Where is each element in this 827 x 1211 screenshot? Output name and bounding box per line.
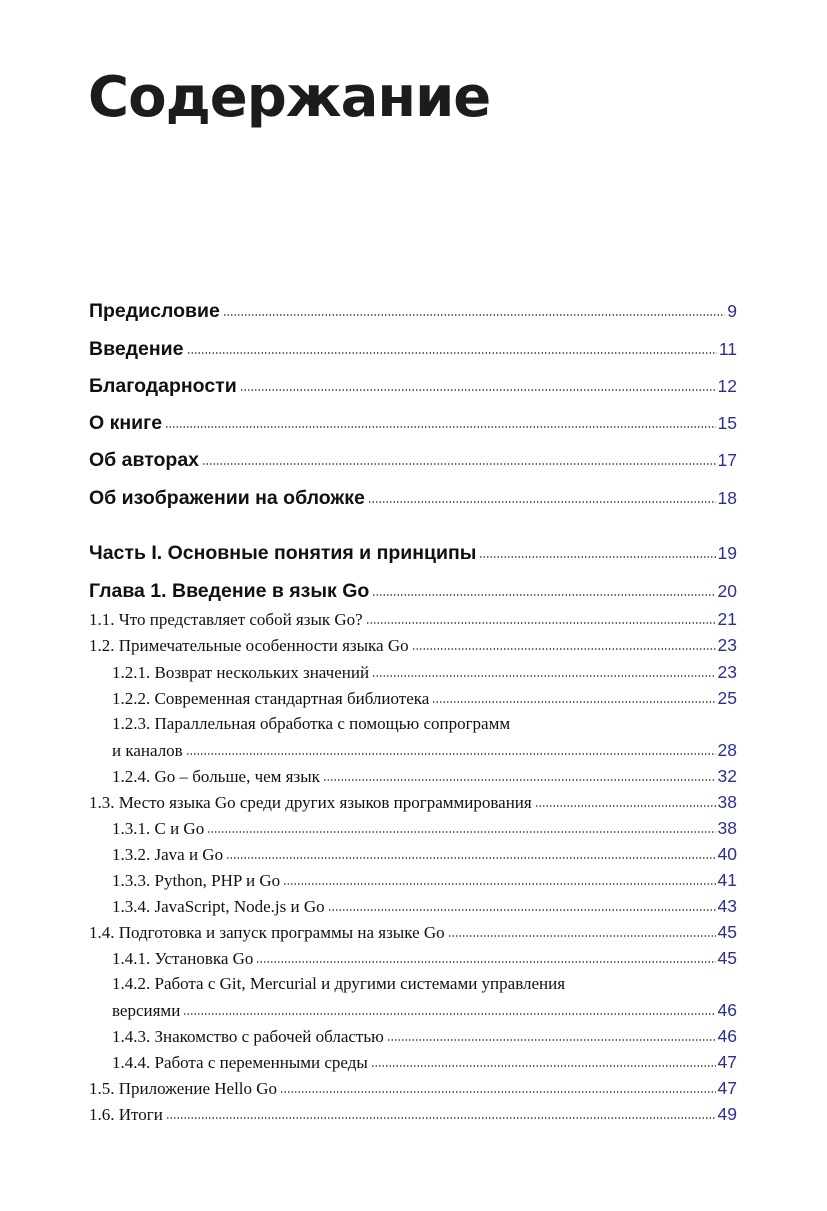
toc-page-number: 32 xyxy=(717,766,737,786)
toc-page-number: 46 xyxy=(717,1000,737,1020)
dot-leader xyxy=(323,778,716,782)
dot-leader xyxy=(223,313,725,317)
toc-page-number: 18 xyxy=(717,488,737,508)
dot-leader xyxy=(368,500,716,504)
toc-page-number: 19 xyxy=(717,543,737,563)
dot-leader xyxy=(207,830,715,834)
dot-leader xyxy=(412,647,716,651)
toc-page-number: 25 xyxy=(717,688,737,708)
toc-entry-title: 1.4.4. Работа с переменными среды xyxy=(112,1053,368,1072)
toc-entry-subsection[interactable] xyxy=(112,948,737,969)
toc-entry-part-1[interactable] xyxy=(89,542,737,565)
toc-entry-title: 1.2. Примечательные особенности языка Go xyxy=(89,636,409,655)
dot-leader xyxy=(432,700,715,704)
dot-leader xyxy=(187,351,717,355)
toc-page-number: 23 xyxy=(717,635,737,655)
toc-entry-subsection[interactable] xyxy=(112,1000,737,1021)
toc-entry-section[interactable] xyxy=(89,922,737,943)
toc-entry-subsection[interactable] xyxy=(112,766,737,787)
toc-entry-about-book[interactable] xyxy=(89,412,737,435)
dot-leader xyxy=(372,674,715,678)
toc-page-number: 38 xyxy=(717,818,737,838)
dot-leader xyxy=(183,1012,715,1016)
toc-entry-title: 1.3.3. Python, PHP и Go xyxy=(112,871,281,890)
toc-entry-acknowledgements[interactable] xyxy=(89,375,737,398)
toc-page-number: 23 xyxy=(717,662,737,682)
toc-page-number: 45 xyxy=(717,922,737,942)
toc-entry-section[interactable] xyxy=(89,1078,737,1099)
toc-entry-title: Об изображении на обложке xyxy=(89,487,365,509)
toc-page-number: 17 xyxy=(717,450,737,470)
dot-leader xyxy=(366,621,716,625)
toc-entry-subsection[interactable] xyxy=(112,818,737,839)
dot-leader xyxy=(448,934,716,938)
toc-entry-title: Введение xyxy=(89,338,184,360)
dot-leader xyxy=(165,425,715,429)
toc-entry-subsection[interactable] xyxy=(112,662,737,683)
toc-page-number: 47 xyxy=(717,1078,737,1098)
toc-page-number: 43 xyxy=(717,896,737,916)
toc-entry-title: и каналов xyxy=(112,741,183,760)
toc-entry-subsection[interactable] xyxy=(112,844,737,865)
toc-entry-title: 1.3.1. C и Go xyxy=(112,819,205,838)
dot-leader xyxy=(256,960,715,964)
toc-page-number: 9 xyxy=(727,301,737,321)
toc-entry-cover-image[interactable] xyxy=(89,487,737,510)
toc-entry-title: 1.2.4. Go – больше, чем язык xyxy=(112,767,320,786)
toc-entry-subsection[interactable] xyxy=(112,688,737,709)
toc-entry-title: Часть I. Основные понятия и принципы xyxy=(89,542,477,564)
toc-entry-title: 1.3.4. JavaScript, Node.js и Go xyxy=(112,897,325,916)
toc-page-number: 47 xyxy=(717,1052,737,1072)
toc-entry-subsection[interactable] xyxy=(112,896,737,917)
toc-entry-title: 1.4.3. Знакомство с рабочей областью xyxy=(112,1027,384,1046)
dot-leader xyxy=(372,593,715,597)
toc-page-number: 20 xyxy=(717,581,737,601)
toc-entry-title: версиями xyxy=(112,1001,181,1020)
toc-page-number: 11 xyxy=(718,339,737,359)
toc-entry-chapter-1[interactable] xyxy=(89,580,737,603)
dot-leader xyxy=(387,1038,716,1042)
toc-entry-subsection[interactable] xyxy=(112,1052,737,1073)
toc-entry-preface[interactable] xyxy=(89,300,737,323)
dot-leader xyxy=(240,388,716,392)
toc-entry-subsection[interactable] xyxy=(112,740,737,761)
toc-entry-section[interactable] xyxy=(89,1104,737,1125)
toc-entry-title: Предисловие xyxy=(89,300,220,322)
toc-page-number: 45 xyxy=(717,948,737,968)
toc-entry-title-line1[interactable]: 1.4.2. Работа с Git, Mercurial и другими системами управления xyxy=(112,974,566,993)
dot-leader xyxy=(479,555,715,559)
toc-entry-section[interactable] xyxy=(89,792,737,813)
toc-page-number: 46 xyxy=(717,1026,737,1046)
toc-entry-title: 1.2.2. Современная стандартная библиотека xyxy=(112,689,430,708)
toc-page-number: 21 xyxy=(717,609,737,629)
dot-leader xyxy=(535,804,716,808)
toc-page-number: 41 xyxy=(717,870,737,890)
dot-leader xyxy=(226,856,715,860)
dot-leader xyxy=(166,1116,716,1120)
toc-entry-title: 1.4. Подготовка и запуск программы на языке Go xyxy=(89,923,445,942)
toc-entry-title: 1.6. Итоги xyxy=(89,1105,163,1124)
toc-entry-section[interactable] xyxy=(89,635,737,656)
toc-entry-title: 1.3. Место языка Go среди других языков программирования xyxy=(89,793,532,812)
toc-entry-title: Глава 1. Введение в язык Go xyxy=(89,580,370,602)
toc-page-number: 49 xyxy=(717,1104,737,1124)
toc-entry-title: 1.1. Что представляет собой язык Go? xyxy=(89,610,363,629)
dot-leader xyxy=(280,1090,715,1094)
toc-entry-title: 1.4.1. Установка Go xyxy=(112,949,254,968)
toc-page-number: 28 xyxy=(717,740,737,760)
toc-entry-subsection[interactable] xyxy=(112,870,737,891)
toc-page-number: 40 xyxy=(717,844,737,864)
dot-leader xyxy=(202,462,716,466)
toc-entry-title: О книге xyxy=(89,412,163,434)
toc-entry-title: Благодарности xyxy=(89,375,237,397)
dot-leader xyxy=(283,882,715,886)
toc-entry-title: 1.3.2. Java и Go xyxy=(112,845,224,864)
toc-page-number: 12 xyxy=(717,376,737,396)
toc-entry-title: 1.2.1. Возврат нескольких значений xyxy=(112,663,370,682)
toc-entry-introduction[interactable] xyxy=(89,338,737,361)
toc-entry-title-line1[interactable]: 1.2.3. Параллельная обработка с помощью сопрограмм xyxy=(112,714,511,733)
dot-leader xyxy=(328,908,716,912)
toc-entry-title: Об авторах xyxy=(89,449,200,471)
toc-page-number: 15 xyxy=(717,413,737,433)
dot-leader xyxy=(371,1064,716,1068)
toc-entry-about-authors[interactable] xyxy=(89,449,737,472)
toc-entry-section[interactable] xyxy=(89,609,737,630)
toc-entry-subsection[interactable] xyxy=(112,1026,737,1047)
toc-entry-title: 1.5. Приложение Hello Go xyxy=(89,1079,278,1098)
dot-leader xyxy=(186,752,716,756)
page-title: Содержание xyxy=(88,65,491,130)
toc-page-number: 38 xyxy=(717,792,737,812)
